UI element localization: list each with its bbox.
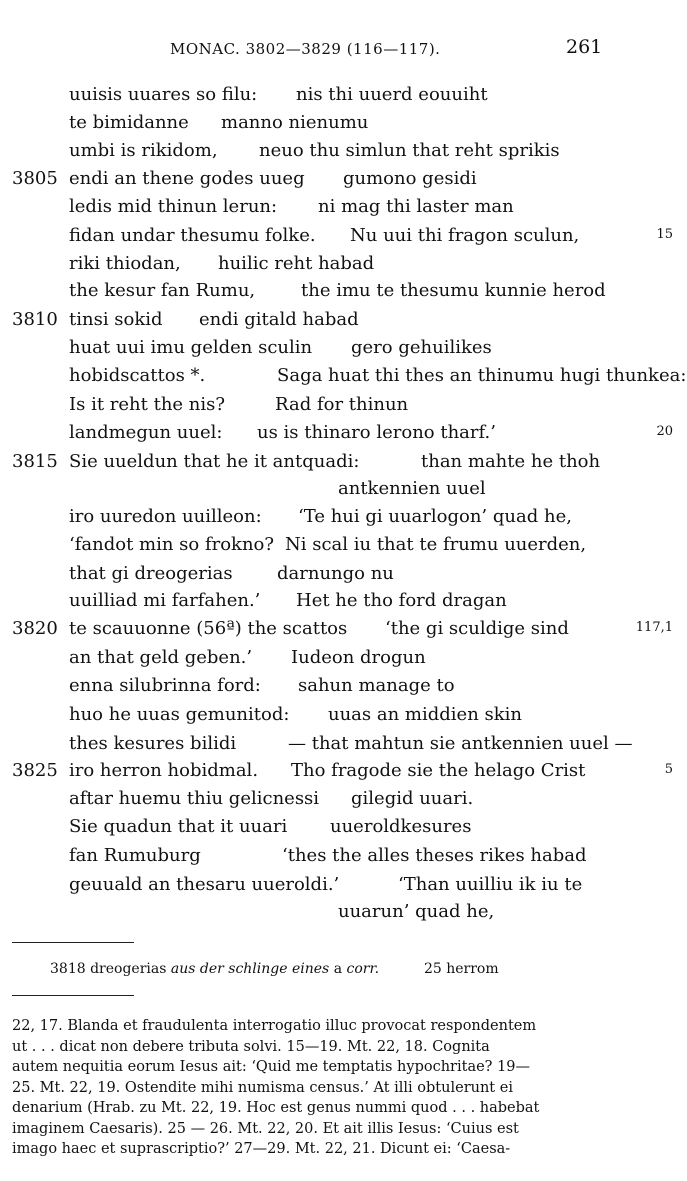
verse-line: [0, 112, 687, 140]
first-half-verse: aftar huemu thiu gelicnessi: [69, 788, 320, 809]
line-number: 3805: [12, 168, 58, 189]
verse-line: [0, 365, 687, 393]
verse-line: [0, 280, 687, 308]
apparatus-italic-note: aus der schlinge eines: [170, 961, 330, 977]
verse-line: [0, 675, 687, 703]
second-half-verse: — that mahtun sie antkennien uuel —: [288, 733, 633, 754]
verse-line: [0, 874, 687, 902]
commentary-rule: [12, 995, 134, 996]
verse-line: [0, 478, 687, 506]
verse-line: [0, 647, 687, 675]
commentary-line: imaginem Caesaris). 25 — 26. Mt. 22, 20. Et ait illis Iesus: ‘Cuius est: [12, 1120, 519, 1137]
second-half-verse: uuas an middien skin: [328, 704, 523, 725]
verse-line: [0, 253, 687, 281]
first-half-verse: that gi dreogerias: [69, 563, 233, 584]
first-half-verse: fidan undar thesumu folke.: [69, 225, 316, 246]
second-half-verse: neuo thu simlun that reht sprikis: [259, 140, 560, 161]
verse-line: [0, 309, 687, 337]
verse-line: [0, 422, 687, 450]
verse-line: [0, 618, 687, 646]
second-half-verse: Tho fragode sie the helago Crist: [291, 760, 586, 781]
verse-line: [0, 901, 687, 929]
commentary-line: autem nequitia eorum Iesus ait: ‘Quid me temptatis hypochritae? 19—: [12, 1059, 531, 1075]
commentary-line: 25. Mt. 22, 19. Ostendite mihi numisma census.’ At illi obtulerunt ei: [12, 1079, 513, 1096]
second-half-verse: ‘thes the alles theses rikes habad: [282, 845, 587, 866]
second-half-verse: ‘Than uuilliu ik iu te: [398, 874, 583, 895]
commentary-line: ut . . . dicat non debere tributa solvi. 15—19. Mt. 22, 18. Cognita: [12, 1038, 490, 1055]
second-half-verse: antkennien uuel: [338, 478, 486, 499]
apparatus-corr: corr.: [346, 961, 380, 977]
verse-line: [0, 394, 687, 422]
margin-reference: 5: [664, 762, 673, 777]
first-half-verse: tinsi sokid: [69, 309, 163, 330]
margin-reference: 117,1: [635, 620, 673, 635]
first-half-verse: Sie uueldun that he it antquadi:: [69, 451, 360, 472]
first-half-verse: iro uuredon uuilleon:: [69, 506, 262, 527]
verse-line: [0, 704, 687, 732]
margin-reference: 15: [656, 227, 673, 242]
verse-line: [0, 788, 687, 816]
verse-line: [0, 534, 687, 562]
verse-line: [0, 590, 687, 618]
second-half-verse: sahun manage to: [298, 675, 455, 696]
second-half-verse: uuarun’ quad he,: [338, 901, 495, 922]
second-half-verse: Iudeon drogun: [291, 647, 426, 668]
apparatus-note-a: a: [333, 961, 343, 977]
first-half-verse: riki thiodan,: [69, 253, 181, 274]
first-half-verse: Is it reht the nis?: [69, 394, 226, 415]
verse-line: [0, 168, 687, 196]
apparatus-second-note: 25 herrom: [423, 961, 499, 977]
first-half-verse: te bimidanne: [69, 112, 189, 133]
line-number: 3810: [12, 309, 58, 330]
second-half-verse: nis thi uuerd eouuiht: [296, 84, 488, 105]
apparatus-note: [50, 961, 499, 977]
first-half-verse: umbi is rikidom,: [69, 140, 218, 161]
apparatus-word: dreogerias: [90, 961, 167, 977]
running-header: [0, 34, 687, 62]
first-half-verse: ledis mid thinun lerun:: [69, 196, 278, 217]
second-half-verse: Ni scal iu that te frumu uuerden,: [285, 534, 587, 555]
line-number: 3820: [12, 618, 58, 639]
verse-line: [0, 225, 687, 253]
first-half-verse: endi an thene godes uueg: [69, 168, 305, 189]
verse-line: [0, 816, 687, 844]
second-half-verse: ‘Te hui gi uuarlogon’ quad he,: [298, 506, 572, 527]
first-half-verse: Sie quadun that it uuari: [69, 816, 288, 837]
first-half-verse: landmegun uuel:: [69, 422, 223, 443]
verse-line: [0, 337, 687, 365]
verse-line: [0, 451, 687, 479]
first-half-verse: iro herron hobidmal.: [69, 760, 259, 781]
first-half-verse: geuuald an thesaru uueroldi.’: [69, 874, 340, 895]
second-half-verse: us is thinaro lerono tharf.’: [257, 422, 496, 443]
first-half-verse: uuisis uuares so filu:: [69, 84, 258, 105]
verse-line: [0, 733, 687, 761]
commentary: [12, 1016, 612, 1160]
verse-line: [0, 845, 687, 873]
commentary-line: 22, 17. Blanda et fraudulenta interrogatio illuc provocat respondentem: [12, 1018, 537, 1034]
second-half-verse: than mahte he thoh: [421, 451, 601, 472]
second-half-verse: gumono gesidi: [343, 168, 477, 189]
second-half-verse: manno nienumu: [221, 112, 369, 133]
second-half-verse: ni mag thi laster man: [318, 196, 514, 217]
second-half-verse: the imu te thesumu kunnie herod: [301, 280, 606, 301]
second-half-verse: gilegid uuari.: [351, 788, 474, 809]
second-half-verse: huilic reht habad: [218, 253, 375, 274]
verse-line: [0, 506, 687, 534]
first-half-verse: huo he uuas gemunitod:: [69, 704, 290, 725]
first-half-verse: uuilliad mi farfahen.’: [69, 590, 261, 611]
verse-line: [0, 563, 687, 591]
apparatus-line-ref: 3818: [50, 961, 86, 977]
first-half-verse: enna silubrinna ford:: [69, 675, 261, 696]
second-half-verse: darnungo nu: [277, 563, 394, 584]
apparatus-rule: [12, 942, 134, 943]
page-number: 261: [566, 36, 603, 58]
first-half-verse: thes kesures bilidi: [69, 733, 237, 754]
first-half-verse: the kesur fan Rumu,: [69, 280, 256, 301]
line-number: 3815: [12, 451, 58, 472]
second-half-verse: endi gitald habad: [199, 309, 359, 330]
commentary-line: imago haec et suprascriptio?’ 27—29. Mt. 22, 21. Dicunt ei: ‘Caesa-: [12, 1141, 511, 1157]
second-half-verse: Nu uui thi fragon sculun,: [350, 225, 580, 246]
second-half-verse: gero gehuilikes: [351, 337, 492, 358]
second-half-verse: Het he tho ford dragan: [296, 590, 507, 611]
first-half-verse: hobidscattos *.: [69, 365, 206, 386]
running-title: MONAC. 3802—3829 (116—117).: [170, 40, 441, 58]
verse-line: [0, 140, 687, 168]
verse-line: [0, 196, 687, 224]
first-half-verse: fan Rumuburg: [69, 845, 201, 866]
first-half-verse: huat uui imu gelden sculin: [69, 337, 313, 358]
second-half-verse: uueroldkesures: [330, 816, 472, 837]
first-half-verse: te scauuonne (56ª) the scattos: [69, 618, 348, 639]
verse-line: [0, 760, 687, 788]
first-half-verse: ‘fandot min so frokno?: [69, 534, 275, 555]
margin-reference: 20: [656, 424, 673, 439]
commentary-line: denarium (Hrab. zu Mt. 22, 19. Hoc est genus nummi quod . . . habebat: [12, 1100, 540, 1116]
second-half-verse: Rad for thinun: [275, 394, 409, 415]
second-half-verse: ‘the gi sculdige sind: [385, 618, 569, 639]
verse-line: [0, 84, 687, 112]
first-half-verse: an that geld geben.’: [69, 647, 253, 668]
second-half-verse: Saga huat thi thes an thinumu hugi thunkea:: [277, 365, 687, 386]
line-number: 3825: [12, 760, 58, 781]
